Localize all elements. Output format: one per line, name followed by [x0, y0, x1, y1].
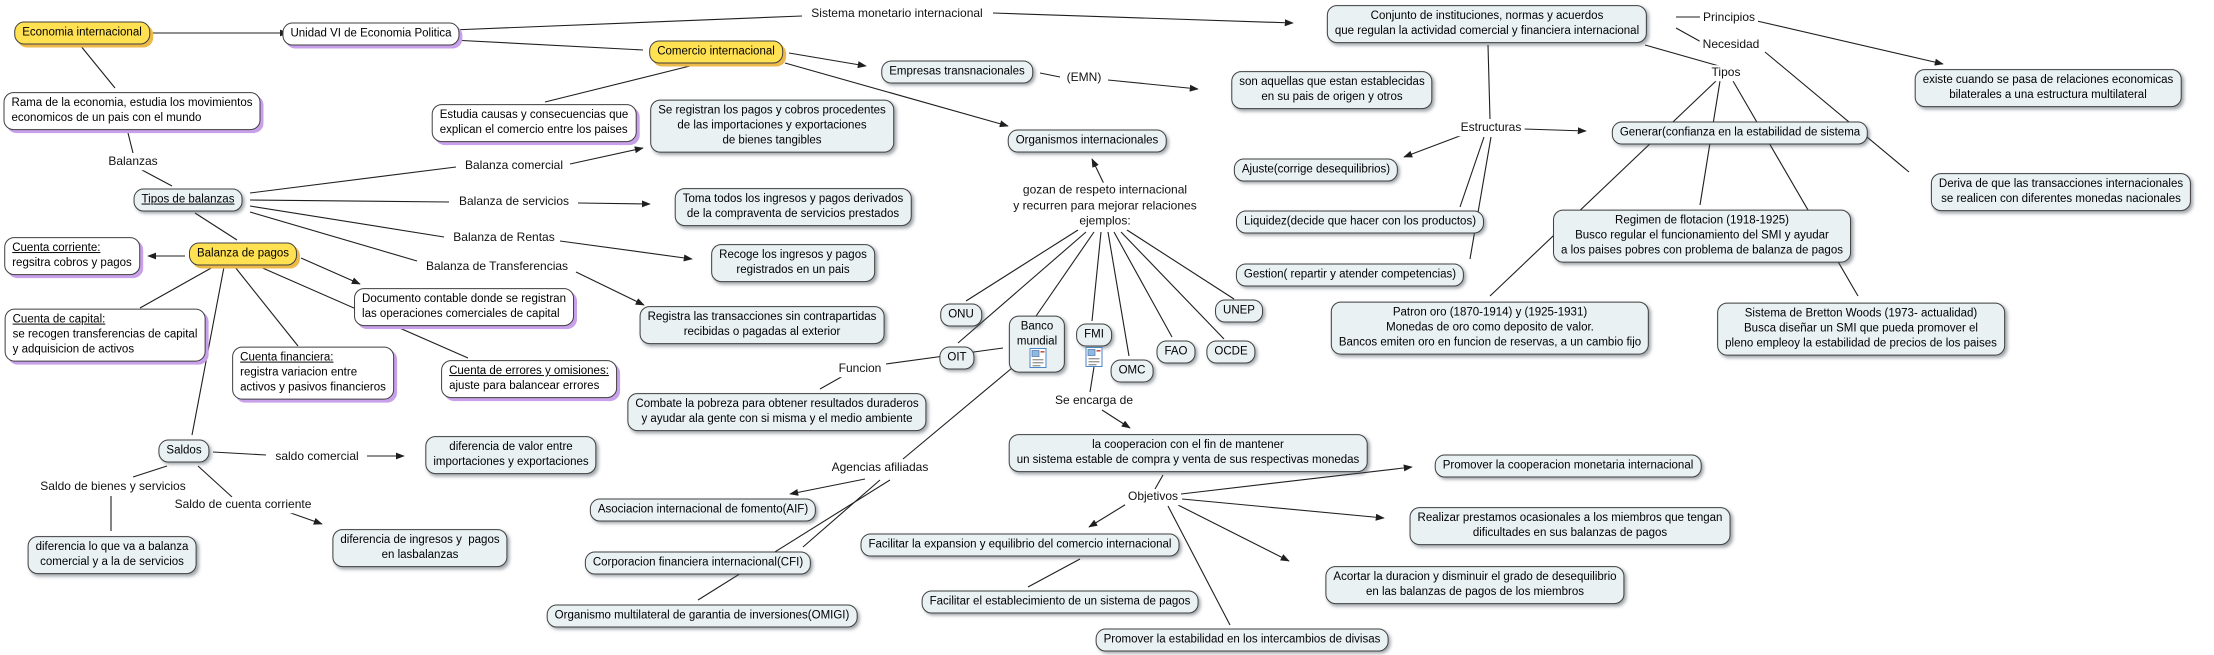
node-text-line: Facilitar la expansion y equilibrio del comercio internacional [868, 538, 1172, 551]
node-organismos-internacionales[interactable] [1008, 130, 1167, 153]
node-text-line: Sistema de Bretton Woods (1973- actualidad) [1744, 307, 1978, 320]
connector-line [452, 40, 643, 50]
link-label-line: gozan de respeto internacional [1022, 182, 1188, 197]
connector-line [820, 376, 843, 389]
connector-arrow [560, 241, 692, 259]
connector-line [1490, 81, 1716, 296]
node-rama-economia[interactable] [4, 92, 261, 130]
connector-line [1028, 559, 1080, 587]
link-label-line: Balanza de servicios [458, 194, 570, 209]
connector-line [1127, 230, 1234, 299]
node-facilitar-establecimiento[interactable] [922, 591, 1199, 614]
node-realizar-prestamos[interactable] [1410, 507, 1731, 545]
node-balanza-de-pagos[interactable] [189, 243, 297, 266]
node-comercio-internacional[interactable] [649, 41, 783, 64]
link-label-line: Sistema monetario internacional [811, 6, 983, 21]
connector-arrow [1178, 505, 1289, 561]
node-text-line: en las balanzas de pagos de los miembros [1366, 586, 1584, 598]
node-text-line: Liquidez(decide que hacer con los productos) [1243, 215, 1477, 228]
node-text-line: Toma todos los ingresos y pagos derivados [682, 193, 904, 206]
connector-arrow [576, 272, 644, 305]
node-text-line: Registra las transacciones sin contrapartidas [647, 311, 877, 324]
connector-line [1040, 73, 1060, 77]
node-onu[interactable] [940, 304, 982, 327]
node-liquidez[interactable] [1236, 211, 1484, 234]
node-text-line: Promover la estabilidad en los intercambios de divisas [1103, 633, 1381, 646]
connector-line [133, 466, 167, 477]
link-label-line: Balanza de Transferencias [425, 259, 569, 274]
node-cuenta-capital[interactable] [5, 309, 206, 362]
banco-mundial-resource-icon[interactable] [1030, 348, 1047, 368]
node-text-line: en su pais de origen y otros [1261, 91, 1403, 103]
link-label-saldo-cuenta[interactable] [172, 497, 315, 513]
node-text-line: Busco regular el funcionamiento del SMI y ayudar [1575, 229, 1829, 242]
node-text-line: en lasbalanzas [381, 549, 459, 561]
node-recoge-ingresos[interactable] [711, 244, 875, 282]
node-text-line: a los paises pobres con problema de balanza de pagos [1561, 244, 1843, 257]
connector-line [80, 45, 115, 88]
link-label-line: Principios [1702, 10, 1756, 25]
link-label-balanza-rentas[interactable] [450, 230, 557, 246]
node-patron-oro[interactable] [1331, 302, 1649, 355]
connector-line [195, 213, 237, 240]
node-text-line: las operaciones comerciales de capital [362, 308, 560, 320]
node-text-line: Cuenta corriente: [12, 242, 101, 255]
node-combate-pobreza[interactable] [627, 393, 926, 431]
link-label-tipos[interactable] [1709, 65, 1744, 81]
connector-line [1121, 232, 1224, 339]
node-text-line: Tipos de balanzas [141, 193, 235, 206]
node-text-line: mundial [1016, 335, 1058, 348]
link-label-se-encarga[interactable] [1052, 393, 1136, 409]
connector-line [1092, 232, 1101, 321]
node-text-line: regsitra cobros y pagos [12, 257, 132, 269]
node-text-line: y adquisicion de activos [12, 343, 135, 356]
node-fao[interactable] [1156, 341, 1195, 364]
connector-arrow [570, 148, 643, 164]
connector-line [250, 206, 444, 237]
node-text-line: OIT [947, 351, 967, 364]
node-cuenta-financiera[interactable] [232, 347, 394, 400]
link-label-line: Balanza comercial [464, 158, 564, 173]
node-promover-cooperacion[interactable] [1435, 455, 1702, 478]
node-aif[interactable] [590, 499, 816, 522]
node-text-line: registrados en un pais [736, 264, 850, 276]
link-label-line: Estructuras [1460, 120, 1522, 135]
connector-arrow [1102, 410, 1130, 428]
link-label-estructuras[interactable] [1458, 120, 1525, 136]
connector-arrow [578, 203, 650, 204]
link-label-balanza-comercial[interactable] [462, 158, 566, 174]
node-text-line: Estudia causas y consecuencias que [439, 109, 629, 122]
connector-line [1488, 45, 1490, 119]
node-cuenta-errores[interactable] [441, 360, 617, 398]
node-text-line: Corporacion financiera internacional(CFI) [592, 556, 804, 569]
connector-arrow [1524, 129, 1586, 131]
node-bretton-woods[interactable] [1717, 303, 2005, 356]
node-text-line: Generar(confianza en la estabilidad de sistema [1619, 126, 1861, 139]
node-text-line: se realicen con diferentes monedas nacionales [1941, 193, 2181, 205]
connector-arrow [1757, 21, 1943, 64]
connector-arrow [790, 479, 865, 494]
node-text-line: de bienes tangibles [722, 134, 822, 147]
node-text-line: Regimen de flotacion (1918-1925) [1615, 214, 1789, 227]
link-label-line: saldo comercial [275, 449, 359, 464]
node-text-line: existe cuando se pasa de relaciones economicas [1922, 74, 2174, 87]
connector-line [1765, 52, 1909, 172]
node-text-line: Monedas de oro como deposito de valor. [1386, 321, 1594, 334]
connector-line [198, 466, 232, 497]
node-text-line: dificultades en sus balanzas de pagos [1472, 527, 1668, 539]
node-unidad-vi[interactable] [282, 23, 459, 46]
link-label-balanza-servicios[interactable] [456, 194, 572, 210]
node-cooperacion[interactable] [1009, 434, 1368, 472]
node-acortar-duracion[interactable] [1325, 566, 1624, 604]
node-existe-cuando[interactable] [1915, 69, 2182, 107]
node-text-line: FMI [1084, 328, 1104, 341]
connector-arrow [1089, 503, 1128, 527]
fmi-resource-icon[interactable] [1086, 347, 1103, 367]
connector-line [250, 167, 456, 193]
node-son-aquellas[interactable] [1231, 71, 1432, 109]
node-text-line: comercial y a la de servicios [40, 556, 184, 568]
link-label-agencias-afiliadas[interactable] [829, 460, 932, 476]
node-economia-internacional[interactable] [14, 22, 150, 45]
connector-arrow [1182, 499, 1384, 518]
connector-line [1090, 367, 1094, 392]
connector-arrow [993, 13, 1293, 23]
node-text-line: OMC [1118, 364, 1146, 377]
node-text-line: UNEP [1223, 304, 1255, 317]
node-saldos[interactable] [158, 440, 209, 463]
node-text-line: Deriva de que las transacciones internacionales [1938, 178, 2184, 191]
node-text-line: Cuenta de errores y omisiones: [449, 365, 609, 378]
node-generar-confianza[interactable] [1612, 122, 1868, 145]
connector-line [452, 16, 802, 30]
node-text-line: de la compraventa de servicios prestados [686, 208, 900, 220]
node-text-line: Unidad VI de Economia Politica [290, 27, 452, 40]
node-text-line: registra variacion entre [240, 366, 358, 379]
node-text-line: diferencia de ingresos y pagos [340, 534, 500, 547]
node-fmi[interactable] [1076, 324, 1112, 347]
link-label-gozan-respeto[interactable] [1010, 183, 1199, 230]
node-text-line: Acortar la duracion y disminuir el grado de desequilibrio [1333, 571, 1617, 584]
node-promover-estabilidad[interactable] [1096, 629, 1389, 652]
connector-line [1034, 232, 1094, 319]
link-label-emn[interactable] [1064, 70, 1105, 86]
node-text-line: ajuste para balancear errores [449, 380, 600, 392]
node-text-line: Promover la cooperacion monetaria internacional [1442, 459, 1694, 472]
link-label-line: ejemplos: [1079, 213, 1131, 228]
node-registra-transacciones[interactable] [640, 306, 885, 344]
node-regimen-flotacion[interactable] [1553, 210, 1851, 263]
node-text-line: Conjunto de instituciones, normas y acuerdos [1370, 10, 1604, 23]
node-estudia-causas[interactable] [432, 104, 637, 142]
node-text-line: Cuenta financiera: [240, 351, 334, 364]
node-text-line: Organismo multilateral de garantia de inversiones(OMIGI) [554, 609, 850, 622]
connector-line [140, 267, 213, 308]
link-label-line: Se encarga de [1054, 393, 1134, 408]
connector-line [1155, 475, 1163, 489]
node-text-line: Banco [1020, 320, 1054, 333]
node-text-line: Gestion( repartir y atender competencias) [1243, 268, 1457, 281]
link-label-sistema-monetario[interactable] [808, 6, 985, 22]
node-text-line: Se registran los pagos y cobros procedentes [658, 104, 886, 117]
link-label-line: Necesidad [1702, 37, 1760, 52]
node-diferencia-balanza[interactable] [28, 536, 197, 574]
connector-arrow [1092, 159, 1104, 184]
node-ocde[interactable] [1206, 341, 1255, 364]
node-text-line: Patron oro (1870-1914) y (1925-1931) [1392, 306, 1588, 319]
connector-line [142, 170, 172, 186]
node-text-line: recibidas o pagadas al exterior [683, 326, 841, 338]
node-text-line: importaciones y exportaciones [433, 456, 589, 468]
link-label-funcion[interactable] [836, 361, 885, 377]
node-text-line: Realizar prestamos ocasionales a los miembros que tengan [1417, 512, 1723, 525]
link-label-necesidad[interactable] [1700, 37, 1763, 53]
node-text-line: Combate la pobreza para obtener resultados duraderos [635, 398, 919, 411]
node-text-line: un sistema estable de compra y venta de sus respectivas monedas [1016, 454, 1360, 466]
node-text-line: Cuenta de capital: [12, 313, 106, 326]
link-label-line: Funcion [838, 361, 882, 376]
connector-line [966, 230, 1078, 301]
connector-arrow [288, 512, 322, 524]
connector-arrow [1404, 134, 1465, 157]
node-text-line: se recogen transferencias de capital [12, 328, 198, 341]
document-resource-icon [1030, 348, 1047, 368]
node-text-line: Balanza de pagos [196, 247, 290, 260]
connector-line [128, 133, 133, 153]
node-text-line: Saldos [166, 444, 202, 457]
connector-line [1470, 137, 1491, 259]
node-toma-todos[interactable] [675, 188, 912, 226]
node-diferencia-valor[interactable] [425, 436, 596, 474]
node-text-line: pleno empleoy la estabilidad de precios de los paises [1725, 337, 1997, 350]
connector-line [545, 64, 698, 102]
link-label-line: Objetivos [1127, 489, 1179, 504]
node-ajuste[interactable] [1234, 159, 1398, 182]
link-label-line: Agencias afiliadas [831, 460, 929, 475]
node-text-line: Asociacion internacional de fomento(AIF) [597, 503, 809, 516]
node-gestion[interactable] [1236, 264, 1464, 287]
node-text-line: Busca diseñar un SMI que pueda promover el [1744, 322, 1978, 335]
link-label-line: Saldo de cuenta corriente [174, 497, 312, 512]
node-text-line: explican el comercio entre los paises [439, 124, 628, 136]
node-text-line: FAO [1164, 345, 1188, 358]
node-cfi[interactable] [585, 552, 811, 575]
node-omc[interactable] [1111, 360, 1154, 383]
node-text-line: la cooperacion con el fin de mantener [1092, 439, 1284, 452]
node-diferencia-ingresos[interactable] [332, 529, 507, 567]
document-resource-icon [1086, 347, 1103, 367]
node-text-line: que regulan la actividad comercial y financiera internacional [1334, 25, 1640, 37]
node-text-line: Comercio internacional [657, 45, 775, 58]
connector-line [250, 200, 449, 202]
link-label-line: (EMN) [1066, 70, 1102, 85]
node-text-line: Recoge los ingresos y pagos [719, 249, 867, 262]
node-conjunto-instituciones[interactable] [1327, 5, 1647, 43]
node-text-line: Bancos emiten oro en funcion de reservas, a un cambio fijo [1338, 336, 1642, 349]
connector-line [213, 452, 266, 455]
node-text-line: ONU [948, 308, 974, 321]
node-text-line: Ajuste(corrige desequilibrios) [1241, 163, 1391, 176]
node-cuenta-corriente[interactable] [4, 237, 140, 275]
node-text-line: Facilitar el establecimiento de un sistema de pagos [929, 595, 1191, 608]
node-text-line: Rama de la economia, estudia los movimientos [11, 97, 253, 110]
connector-arrow [789, 53, 866, 66]
node-deriva[interactable] [1931, 173, 2191, 211]
node-text-line: diferencia de valor entre [449, 441, 573, 454]
link-label-line: Tipos [1711, 65, 1741, 80]
node-facilitar-expansion[interactable] [861, 534, 1180, 557]
node-text-line: diferencia lo que va a balanza [35, 541, 189, 554]
link-label-line: y recurren para mejorar relaciones [1013, 198, 1197, 213]
node-omigi[interactable] [547, 605, 858, 628]
node-text-line: y ayudar ala gente con si misma y el medio ambiente [641, 413, 913, 425]
link-label-principios[interactable] [1700, 10, 1758, 26]
connector-arrow [301, 258, 360, 284]
node-oit[interactable] [939, 347, 974, 370]
connector-arrow [1108, 80, 1198, 89]
link-label-balanza-transferencias[interactable] [423, 259, 571, 275]
node-text-line: activos y pasivos financieros [240, 381, 386, 394]
link-label-saldo-bienes[interactable] [37, 479, 188, 495]
node-se-registran-pagos[interactable] [650, 100, 894, 153]
link-label-balanzas[interactable] [105, 154, 160, 170]
node-documento-contable[interactable] [354, 288, 574, 326]
node-text-line: bilaterales a una estructura multilateral [1949, 89, 2147, 101]
link-label-objetivos[interactable] [1125, 489, 1181, 505]
link-label-line: Balanzas [108, 154, 158, 169]
node-text-line: son aquellas que estan establecidas [1239, 76, 1425, 89]
node-empresas-transnacionales[interactable] [881, 61, 1033, 84]
node-text-line: OCDE [1214, 345, 1248, 358]
node-text-line: Documento contable donde se registran [362, 293, 566, 306]
node-text-line: de las importaciones y exportaciones [677, 119, 867, 132]
link-label-line: Balanza de Rentas [453, 230, 555, 245]
link-label-saldo-comercial[interactable] [272, 449, 361, 465]
node-text-line: Empresas transnacionales [889, 65, 1025, 78]
node-unep[interactable] [1215, 300, 1263, 323]
node-text-line: Organismos internacionales [1015, 134, 1159, 147]
link-label-line: Saldo de bienes y servicios [40, 479, 186, 494]
node-tipos-de-balanzas[interactable] [134, 189, 243, 212]
node-text-line: economicos de un pais con el mundo [11, 112, 202, 124]
node-text-line: Economia internacional [22, 26, 142, 39]
